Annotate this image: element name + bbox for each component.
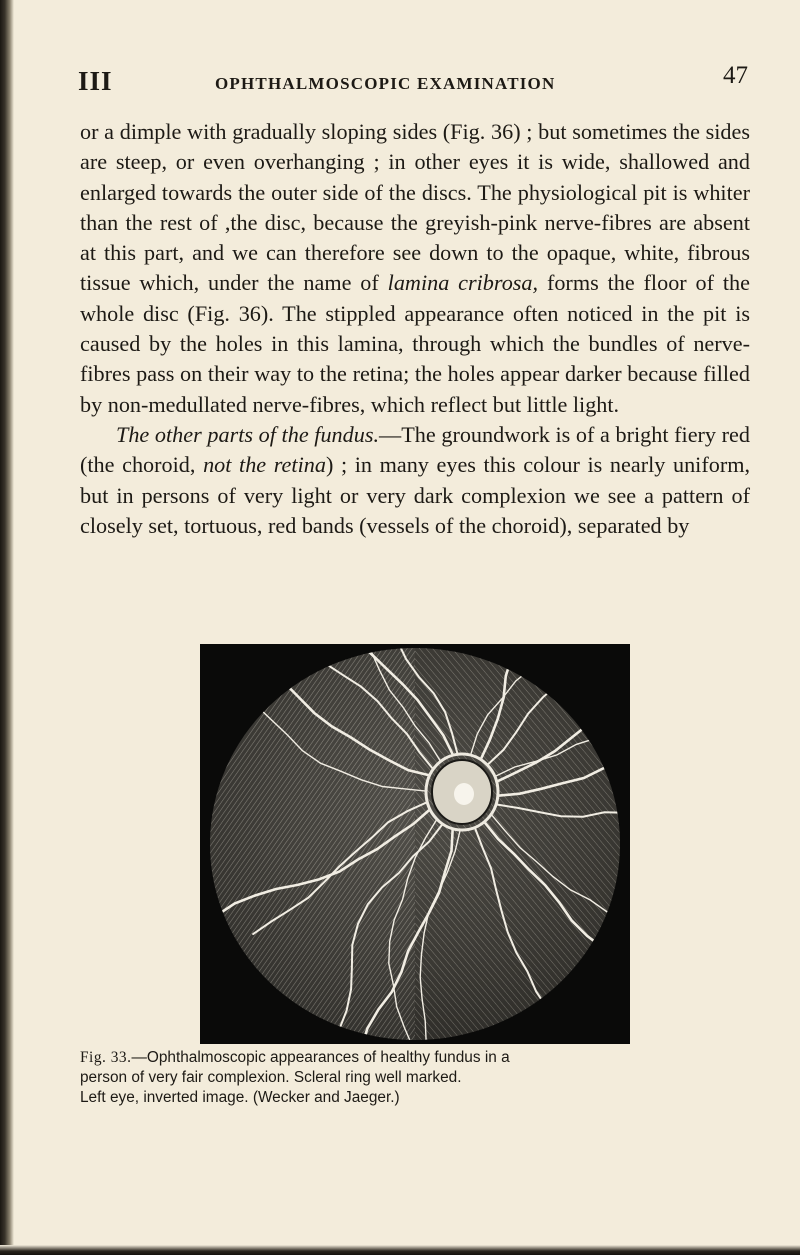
paragraph-text: —The groundwork is of a bright fiery red (the choroid, bbox=[80, 421, 750, 478]
body-paragraph bbox=[80, 420, 750, 541]
caption-line: person of very fair complexion. Scleral ring well marked. bbox=[80, 1069, 462, 1086]
fundus-illustration bbox=[200, 644, 630, 1044]
italic-text: The other parts of the fundus. bbox=[116, 421, 380, 447]
caption-text: —Ophthalmoscopic appearances of healthy fundus in a bbox=[131, 1049, 510, 1066]
body-paragraph bbox=[80, 117, 750, 420]
running-title: OPHTHALMOSCOPIC EXAMINATION bbox=[215, 74, 556, 93]
body-text bbox=[80, 117, 750, 541]
italic-text: lamina cribrosa, bbox=[387, 270, 539, 296]
paragraph-text: ) ; in many eyes this colour is nearly uniform, but in persons of very light or very dark complexion we see a pattern of closely set, tortuous, red bands (vessels of the choroid), separated by bbox=[80, 452, 751, 538]
figure-caption bbox=[80, 1048, 750, 1108]
figure-label: Fig. 33. bbox=[80, 1049, 132, 1066]
chapter-number: III bbox=[78, 66, 113, 96]
page-number: 47 bbox=[723, 62, 748, 89]
binding-shadow bbox=[0, 0, 14, 1255]
caption-line: Left eye, inverted image. (Wecker and Jaeger.) bbox=[80, 1089, 400, 1106]
italic-text: not the retina bbox=[203, 452, 326, 478]
caption-line bbox=[80, 1048, 750, 1068]
paragraph-text: or a dimple with gradually sloping sides (Fig. 36) ; but sometimes the sides are steep, or even overhanging ; in other eyes it is wide, shallowed and enlarged towards the outer side of the discs. The physiological pit is whiter than the rest of ,the disc, because the greyish-pink nerve-fibres are absent at this part, and we can therefore see down to the opaque, white, fibrous tissue which, under the name of bbox=[80, 119, 750, 296]
physiological-pit bbox=[454, 783, 474, 805]
paragraph-text: forms the floor of the whole disc (Fig. 36). The stippled appearance often noticed in the pit is caused by the holes in this lamina, through which the bundles of nerve-fibres pass on their way to the retina; the holes appear darker because filled by non-medullated nerve-fibres, which reflect but little light. bbox=[80, 270, 750, 417]
fundus-drawing bbox=[200, 644, 630, 1044]
page-header bbox=[78, 62, 748, 102]
page-bottom-edge bbox=[0, 1245, 800, 1255]
